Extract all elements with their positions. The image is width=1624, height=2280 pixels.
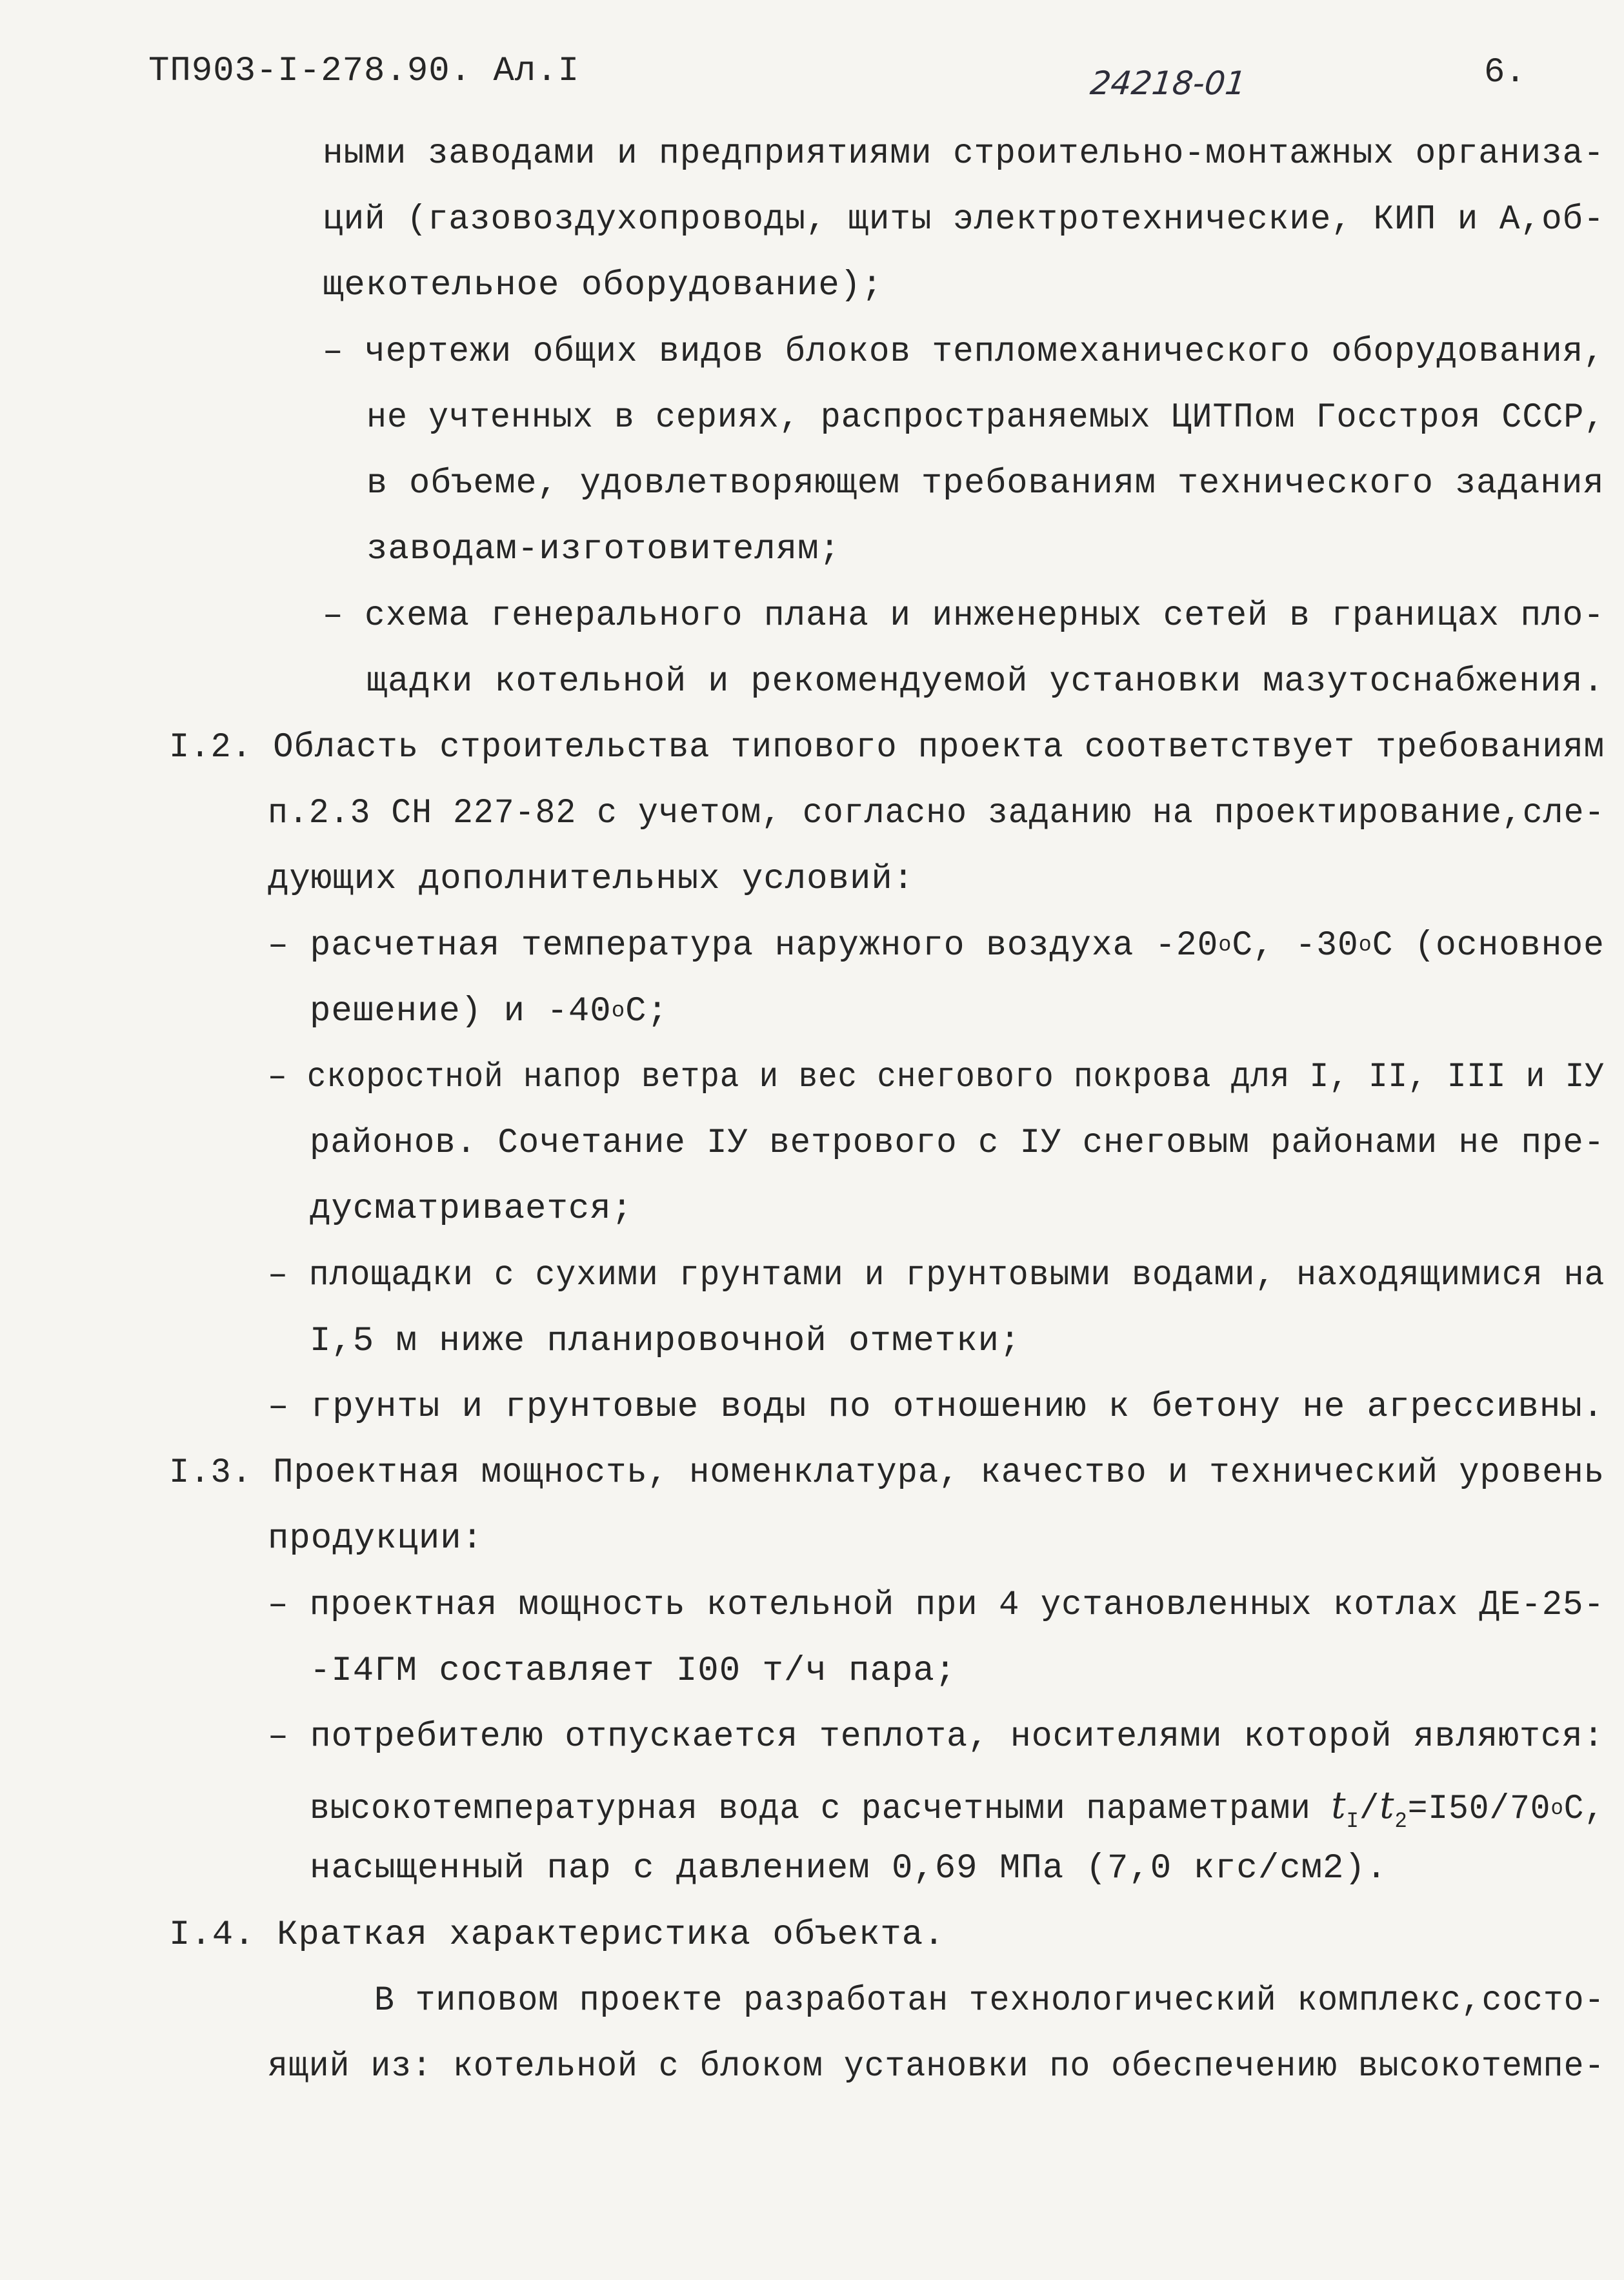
text-line: дусматривается; [310, 1189, 634, 1229]
text-line: в объеме, удовлетворяющем требованиям технического задания [366, 464, 1605, 503]
list-item: – площадки с сухими грунтами и грунтовыми водами, находящимися на [268, 1256, 1605, 1295]
page-number: 6. [1484, 53, 1526, 92]
section-heading: I.2. Область строительства типового проекта соответствует требованиям [169, 728, 1605, 767]
text-line: насыщенный пар с давлением 0,69 МПа (7,0 кгс/см2). [310, 1849, 1388, 1888]
list-item: – скоростной напор ветра и вес снегового покрова для I, II, III и IУ [268, 1058, 1605, 1097]
text-line: решение) и $-40^оС$; [310, 992, 668, 1031]
text-line: продукции: [268, 1519, 484, 1559]
text-line: ций (газовоздухопроводы, щиты электротехнические, КИП и А,об- [323, 200, 1605, 239]
text-line: заводам-изготовителям; [366, 530, 841, 569]
list-item: – потребителю отпускается теплота, носителями которой являются: [268, 1717, 1605, 1757]
list-item: – проектная мощность котельной при 4 установленных котлах ДЕ-25- [268, 1586, 1605, 1625]
list-item: – расчетная температура наружного воздуха $-20^оС$, $-30^оС$ (основное [268, 926, 1605, 965]
list-item: – грунты и грунтовые воды по отношению к бетону не агрессивны. [268, 1387, 1605, 1427]
text-line: п.2.3 СН 227-82 с учетом, согласно заданию на проектирование,сле- [268, 794, 1605, 833]
text-line: В типовом проекте разработан технологический комплекс,состо- [374, 1981, 1605, 2021]
section-heading: I.3. Проектная мощность, номенклатура, качество и технический уровень [169, 1453, 1605, 1493]
document-code: ТП903-I-278.90. Ал.I [148, 52, 580, 91]
text-line: щекотельное оборудование); [323, 266, 883, 305]
text-line: ными заводами и предприятиями строительно-монтажных организа- [323, 134, 1605, 174]
list-item: – чертежи общих видов блоков тепломеханического оборудования, [323, 332, 1605, 372]
text-line: щадки котельной и рекомендуемой установки мазутоснабжения. [366, 662, 1605, 701]
section-heading: I.4. Краткая характеристика объекта. [169, 1915, 945, 1955]
text-line: районов. Сочетание IУ ветрового с IУ снеговым районами не пре- [310, 1124, 1605, 1163]
text-line: -I4ГМ составляет I00 т/ч пара; [310, 1651, 957, 1691]
text-line: дующих дополнительных условий: [268, 860, 915, 899]
text-line: ящий из: котельной с блоком установки по обеспечению высокотемпе- [268, 2047, 1605, 2086]
text-line: не учтенных в сериях, распространяемых ЦИТПом Госстроя СССР, [366, 398, 1605, 438]
text-line: высокотемпературная вода с расчетными параметрами $t_I/t_2=I50/70^оС$, [310, 1783, 1605, 1834]
handwritten-number: 24218-01 [1088, 65, 1248, 102]
list-item: – схема генерального плана и инженерных сетей в границах пло- [323, 596, 1605, 636]
text-line: I,5 м ниже планировочной отметки; [310, 1322, 1021, 1361]
